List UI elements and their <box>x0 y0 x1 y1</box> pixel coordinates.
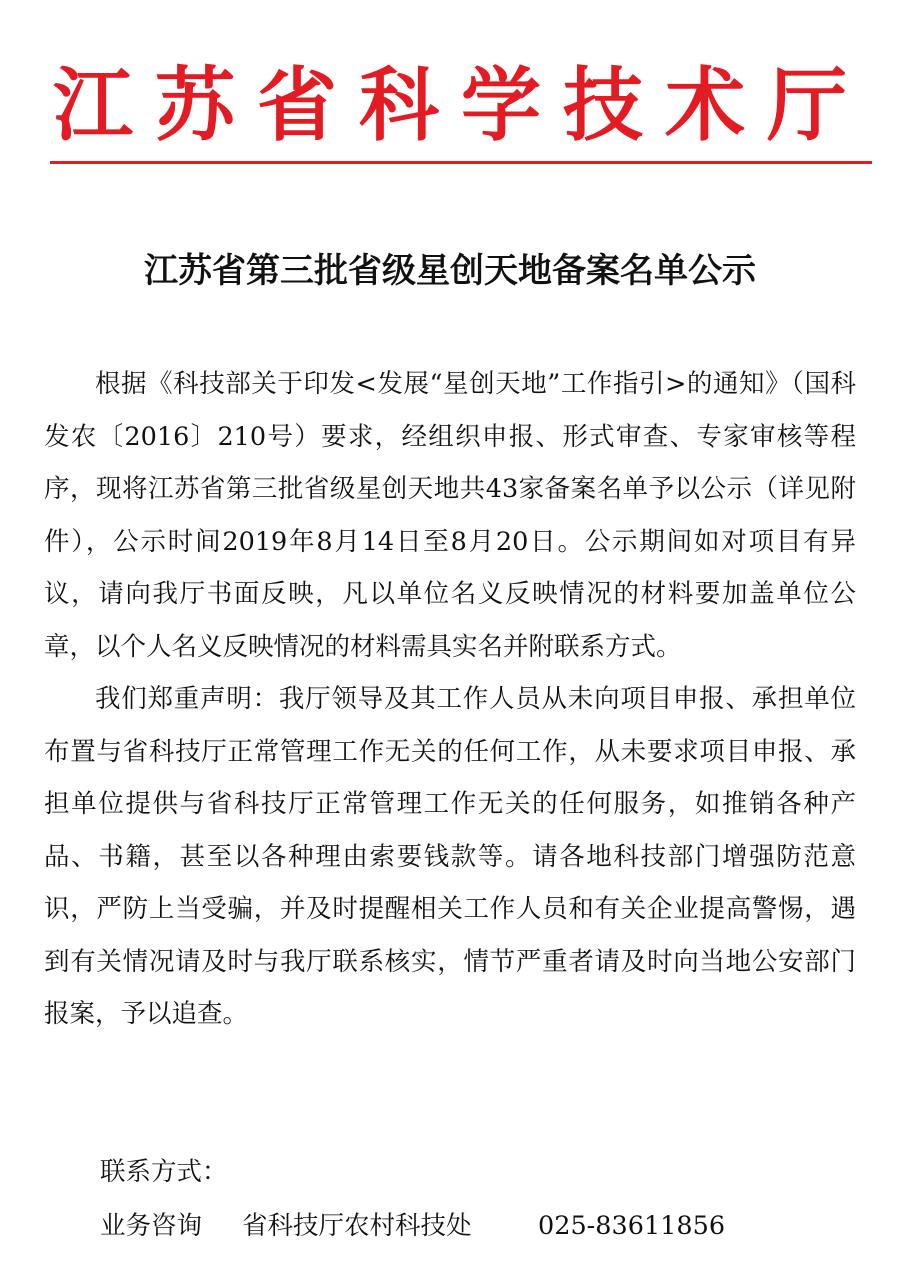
document-body <box>44 358 856 1041</box>
contact-office: 省科技厅农村科技处 <box>242 1211 472 1241</box>
organization-name: 江苏省科学技术厅 <box>53 58 869 152</box>
body-paragraph-declaration: 我们郑重声明：我厅领导及其工作人员从未向项目申报、承担单位布置与省科技厅正常管理工作无关的任何工作，从未要求项目申报、承担单位提供与省科技厅正常管理工作无关的任何服务，如推销各种产品、书籍，甚至以各种理由索要钱款等。请各地科技部门增强防范意识，严防上当受骗，并及时提醒相关工作人员和有关企业提高警惕，遇到有关情况请及时与我厅联系核实，情节严重者请及时向当地公安部门报案，予以追查。 <box>44 684 856 1029</box>
contact-heading: 联系方式： <box>100 1157 228 1187</box>
contact-block <box>100 1145 860 1253</box>
body-paragraph-notice: 根据《科技部关于印发<发展“星创天地”工作指引>的通知》（国科发农〔2016〕210号）要求，经组织申报、形式审查、专家审核等程序，现将江苏省第三批省级星创天地共43家备案名单予以公示（详见附件），公示时间2019年8月14日至8月20日。公示期间如对项目有异议，请向我厅书面反映，凡以单位名义反映情况的材料要加盖单位公章，以个人名义反映情况的材料需具实名并附联系方式。 <box>44 369 856 662</box>
contact-phone: 025-83611856 <box>538 1211 726 1241</box>
letterhead-red-rule <box>50 161 872 164</box>
letterhead <box>30 55 870 165</box>
document-title: 江苏省第三批省级星创天地备案名单公示 <box>144 251 756 291</box>
contact-type: 业务咨询 <box>100 1211 203 1241</box>
contact-row <box>100 1199 860 1253</box>
